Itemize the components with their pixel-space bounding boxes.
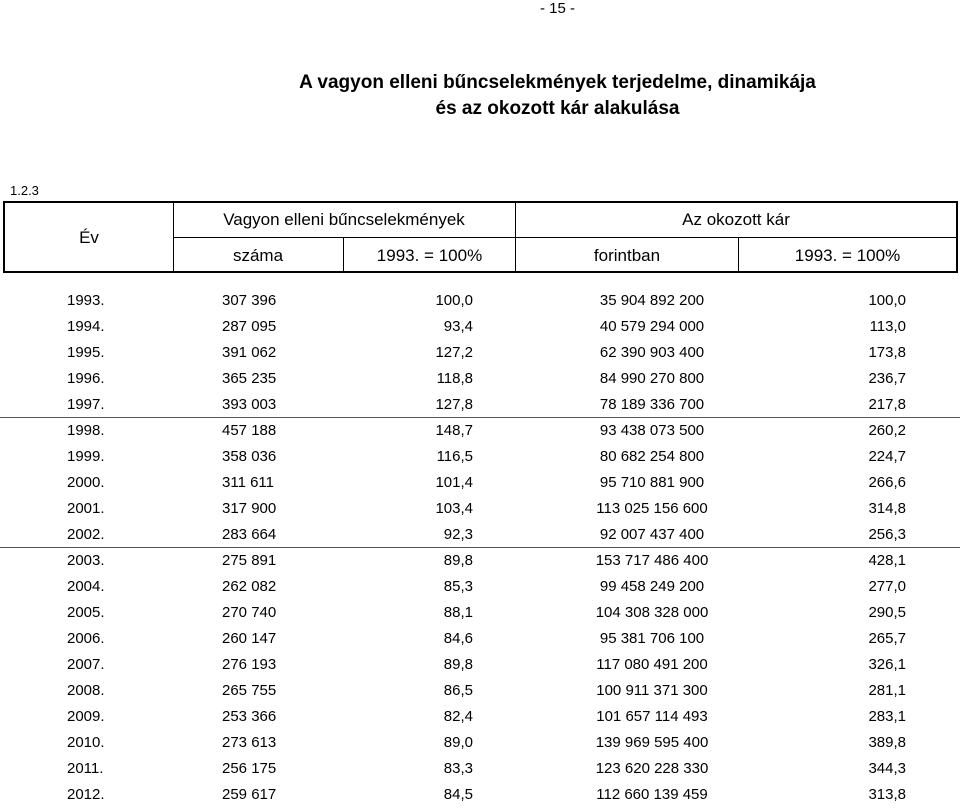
cell-forint: 113 025 156 600 <box>596 500 708 517</box>
cell-index-crimes: 82,4 <box>443 708 473 725</box>
cell-forint: 80 682 254 800 <box>599 448 705 465</box>
cell-count: 275 891 <box>222 552 277 569</box>
table-row <box>0 574 960 600</box>
cell-index-damage: 224,7 <box>868 448 906 465</box>
row-group-separator <box>0 417 960 418</box>
header-index-crimes: 1993. = 100% <box>376 246 483 265</box>
header-index-damage: 1993. = 100% <box>794 246 901 265</box>
cell-index-crimes: 92,3 <box>443 526 473 543</box>
table-row <box>0 314 960 340</box>
row-group-separator <box>0 547 960 548</box>
table-row <box>0 600 960 626</box>
cell-index-crimes: 148,7 <box>435 422 473 439</box>
cell-index-damage: 113,0 <box>869 318 906 335</box>
cell-index-damage: 326,1 <box>868 656 906 673</box>
cell-forint: 104 308 328 000 <box>595 604 709 621</box>
cell-index-crimes: 100,0 <box>435 292 473 309</box>
cell-index-damage: 344,3 <box>868 760 906 777</box>
header-year: Év <box>79 228 99 247</box>
cell-year: 2004. <box>67 578 105 595</box>
cell-count: 307 396 <box>222 292 277 309</box>
header-count: száma <box>232 246 284 265</box>
cell-year: 1998. <box>67 422 105 439</box>
table-header <box>3 201 958 273</box>
cell-count: 317 900 <box>222 500 277 517</box>
cell-index-crimes: 83,3 <box>443 760 473 777</box>
cell-index-crimes: 84,6 <box>443 630 473 647</box>
cell-forint: 99 458 249 200 <box>599 578 705 595</box>
cell-year: 1994. <box>67 318 105 335</box>
cell-count: 259 617 <box>222 786 277 803</box>
cell-index-damage: 256,3 <box>868 526 906 543</box>
cell-index-damage: 389,8 <box>868 734 906 751</box>
cell-forint: 101 657 114 493 <box>596 708 708 725</box>
table-row <box>0 366 960 392</box>
cell-forint: 117 080 491 200 <box>596 656 708 673</box>
table-row <box>0 782 960 808</box>
cell-index-damage: 313,8 <box>868 786 906 803</box>
cell-count: 365 235 <box>222 370 277 387</box>
table-row <box>0 496 960 522</box>
cell-year: 2000. <box>67 474 105 491</box>
cell-index-damage: 265,7 <box>868 630 906 647</box>
cell-year: 2007. <box>67 656 105 673</box>
cell-count: 276 193 <box>222 656 277 673</box>
header-forint: forintban <box>593 246 661 265</box>
cell-count: 256 175 <box>222 760 277 777</box>
table-row <box>0 678 960 704</box>
cell-year: 2012. <box>67 786 105 803</box>
cell-index-crimes: 101,4 <box>435 474 473 491</box>
header-group-crimes: Vagyon elleni bűncselekmények <box>223 210 465 229</box>
table-row <box>0 652 960 678</box>
table-id: 1.2.3 <box>10 183 39 198</box>
cell-forint: 139 969 595 400 <box>595 734 709 751</box>
cell-index-crimes: 89,0 <box>443 734 473 751</box>
table-row <box>0 444 960 470</box>
table-row <box>0 340 960 366</box>
header-group-damage: Az okozott kár <box>682 210 790 229</box>
cell-year: 1996. <box>67 370 105 387</box>
cell-count: 270 740 <box>222 604 277 621</box>
cell-forint: 78 189 336 700 <box>599 396 705 413</box>
table-row <box>0 548 960 574</box>
page-number: - 15 - <box>539 0 575 17</box>
cell-index-damage: 260,2 <box>868 422 906 439</box>
cell-forint: 100 911 371 300 <box>596 682 708 699</box>
cell-index-damage: 281,1 <box>868 682 906 699</box>
cell-year: 2003. <box>67 552 105 569</box>
cell-year: 1993. <box>67 292 105 309</box>
table-row <box>0 418 960 444</box>
cell-index-crimes: 116,5 <box>436 448 473 465</box>
cell-count: 265 755 <box>222 682 277 699</box>
table-row <box>0 288 960 314</box>
cell-year: 2008. <box>67 682 105 699</box>
cell-forint: 92 007 437 400 <box>599 526 705 543</box>
cell-index-crimes: 89,8 <box>443 656 473 673</box>
cell-index-crimes: 127,2 <box>435 344 473 361</box>
cell-index-crimes: 118,8 <box>436 370 473 387</box>
table-row <box>0 704 960 730</box>
cell-year: 2006. <box>67 630 105 647</box>
cell-count: 253 366 <box>222 708 277 725</box>
cell-forint: 112 660 139 459 <box>596 786 708 803</box>
cell-count: 393 003 <box>222 396 277 413</box>
cell-index-damage: 100,0 <box>868 292 906 309</box>
page-title-line-1: A vagyon elleni bűncselekmények terjedelme, dinamikája <box>299 72 816 93</box>
cell-index-crimes: 84,5 <box>443 786 473 803</box>
cell-index-damage: 290,5 <box>868 604 906 621</box>
cell-index-crimes: 103,4 <box>435 500 473 517</box>
cell-index-crimes: 86,5 <box>443 682 473 699</box>
table-row <box>0 470 960 496</box>
cell-year: 1997. <box>67 396 105 413</box>
cell-index-damage: 428,1 <box>868 552 906 569</box>
cell-count: 287 095 <box>222 318 277 335</box>
cell-count: 311 611 <box>222 474 274 491</box>
cell-count: 262 082 <box>222 578 277 595</box>
cell-year: 2001. <box>67 500 105 517</box>
cell-forint: 153 717 486 400 <box>595 552 709 569</box>
table-row <box>0 730 960 756</box>
cell-count: 457 188 <box>222 422 277 439</box>
cell-index-damage: 217,8 <box>868 396 906 413</box>
table-row <box>0 392 960 418</box>
cell-year: 1995. <box>67 344 105 361</box>
cell-count: 358 036 <box>222 448 277 465</box>
table-row <box>0 522 960 548</box>
cell-index-damage: 173,8 <box>868 344 906 361</box>
cell-year: 2009. <box>67 708 105 725</box>
cell-year: 1999. <box>67 448 105 465</box>
header-divider <box>173 237 956 238</box>
cell-year: 2005. <box>67 604 105 621</box>
cell-forint: 35 904 892 200 <box>599 292 705 309</box>
cell-forint: 40 579 294 000 <box>599 318 705 335</box>
cell-year: 2010. <box>67 734 105 751</box>
cell-count: 260 147 <box>222 630 277 647</box>
cell-count: 273 613 <box>222 734 277 751</box>
cell-index-crimes: 93,4 <box>443 318 473 335</box>
cell-index-crimes: 127,8 <box>435 396 473 413</box>
cell-index-damage: 236,7 <box>868 370 906 387</box>
cell-forint: 123 620 228 330 <box>595 760 709 777</box>
cell-year: 2002. <box>67 526 105 543</box>
cell-index-damage: 314,8 <box>868 500 906 517</box>
cell-index-crimes: 89,8 <box>443 552 473 569</box>
cell-forint: 95 710 881 900 <box>599 474 705 491</box>
cell-index-crimes: 88,1 <box>443 604 473 621</box>
cell-index-crimes: 85,3 <box>443 578 473 595</box>
cell-forint: 62 390 903 400 <box>599 344 705 361</box>
cell-year: 2011. <box>67 760 104 777</box>
page-title-line-2: és az okozott kár alakulása <box>435 98 680 119</box>
table-row <box>0 626 960 652</box>
cell-forint: 95 381 706 100 <box>599 630 705 647</box>
cell-index-damage: 283,1 <box>868 708 906 725</box>
cell-index-damage: 277,0 <box>868 578 906 595</box>
cell-count: 391 062 <box>222 344 277 361</box>
cell-count: 283 664 <box>222 526 277 543</box>
table-row <box>0 756 960 782</box>
cell-index-damage: 266,6 <box>868 474 906 491</box>
cell-forint: 93 438 073 500 <box>599 422 705 439</box>
cell-forint: 84 990 270 800 <box>599 370 705 387</box>
